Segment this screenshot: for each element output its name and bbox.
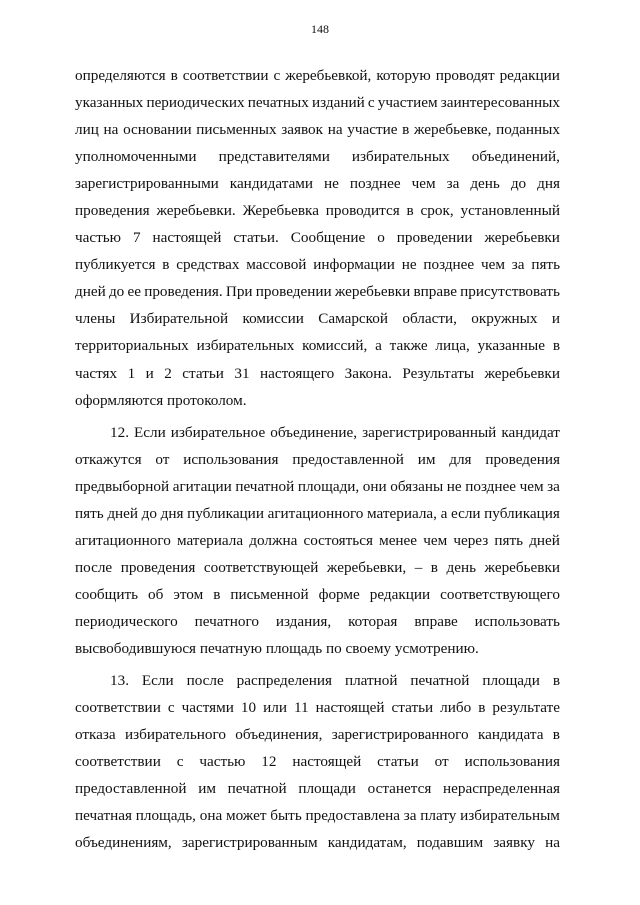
text-line: высвободившуюся печатную площадь по своему усмотрению.	[75, 639, 479, 657]
text-line: оформляются протоколом.	[75, 391, 247, 409]
text-line: 12. Если избирательное объединение, зарегистрированный кандидат	[110, 423, 560, 441]
text-line: лиц на основании письменных заявок на участие в жеребьевке, поданных	[75, 121, 560, 139]
text-line: откажутся от использования предоставленной им для проведения	[75, 450, 560, 468]
text-line: члены Избирательной комиссии Самарской области, окружных и	[75, 310, 560, 328]
text-line: объединениям, зарегистрированным кандидатам, подавшим заявку на	[75, 834, 560, 852]
text-line: предоставленной им печатной площади останется нераспределенная	[75, 780, 560, 798]
text-line: территориальных избирательных комиссий, а также лица, указанные в	[75, 337, 560, 355]
text-line: периодического печатного издания, которая вправе использовать	[75, 612, 560, 630]
text-line: частях 1 и 2 статьи 31 настоящего Закона. Результаты жеребьевки	[75, 364, 560, 382]
text-line: определяются в соответствии с жеребьевкой, которую проводят редакции	[75, 67, 560, 84]
text-line: зарегистрированными кандидатами не позднее чем за день до дня	[75, 175, 560, 193]
text-line: пять дней до дня публикации агитационного материала, а если публикация	[75, 504, 560, 522]
text-line: сообщить об этом в письменной форме редакции соответствующего	[75, 585, 560, 603]
page-number: 148	[311, 22, 329, 36]
text-line: дней до ее проведения. При проведении жеребьевки вправе присутствовать	[75, 283, 560, 301]
text-line: публикуется в средствах массовой информации не позднее чем за пять	[75, 256, 560, 274]
text-line: частью 7 настоящей статьи. Сообщение о проведении жеребьевки	[75, 229, 560, 247]
text-line: предвыборной агитации печатной площади, они обязаны не позднее чем за	[75, 477, 560, 495]
text-line: соответствии с частями 10 или 11 настоящей статьи либо в результате	[75, 699, 560, 717]
text-line: проведения жеребьевки. Жеребьевка проводится в срок, установленный	[75, 202, 560, 220]
text-line: отказа избирательного объединения, зарегистрированного кандидата в	[75, 726, 560, 744]
text-line: соответствии с частью 12 настоящей статьи от использования	[75, 753, 560, 771]
text-line: печатная площадь, она может быть предоставлена за плату избирательным	[75, 807, 560, 825]
text-line: 13. Если после распределения платной печатной площади в	[110, 672, 560, 690]
text-line: указанных периодических печатных изданий с участием заинтересованных	[75, 94, 560, 112]
text-line: после проведения соответствующей жеребьевки, – в день жеребьевки	[75, 558, 560, 576]
text-line: агитационного материала должна состояться менее чем через пять дней	[75, 531, 560, 549]
text-line: уполномоченными представителями избирательных объединений,	[75, 148, 560, 166]
body-text	[75, 62, 560, 856]
